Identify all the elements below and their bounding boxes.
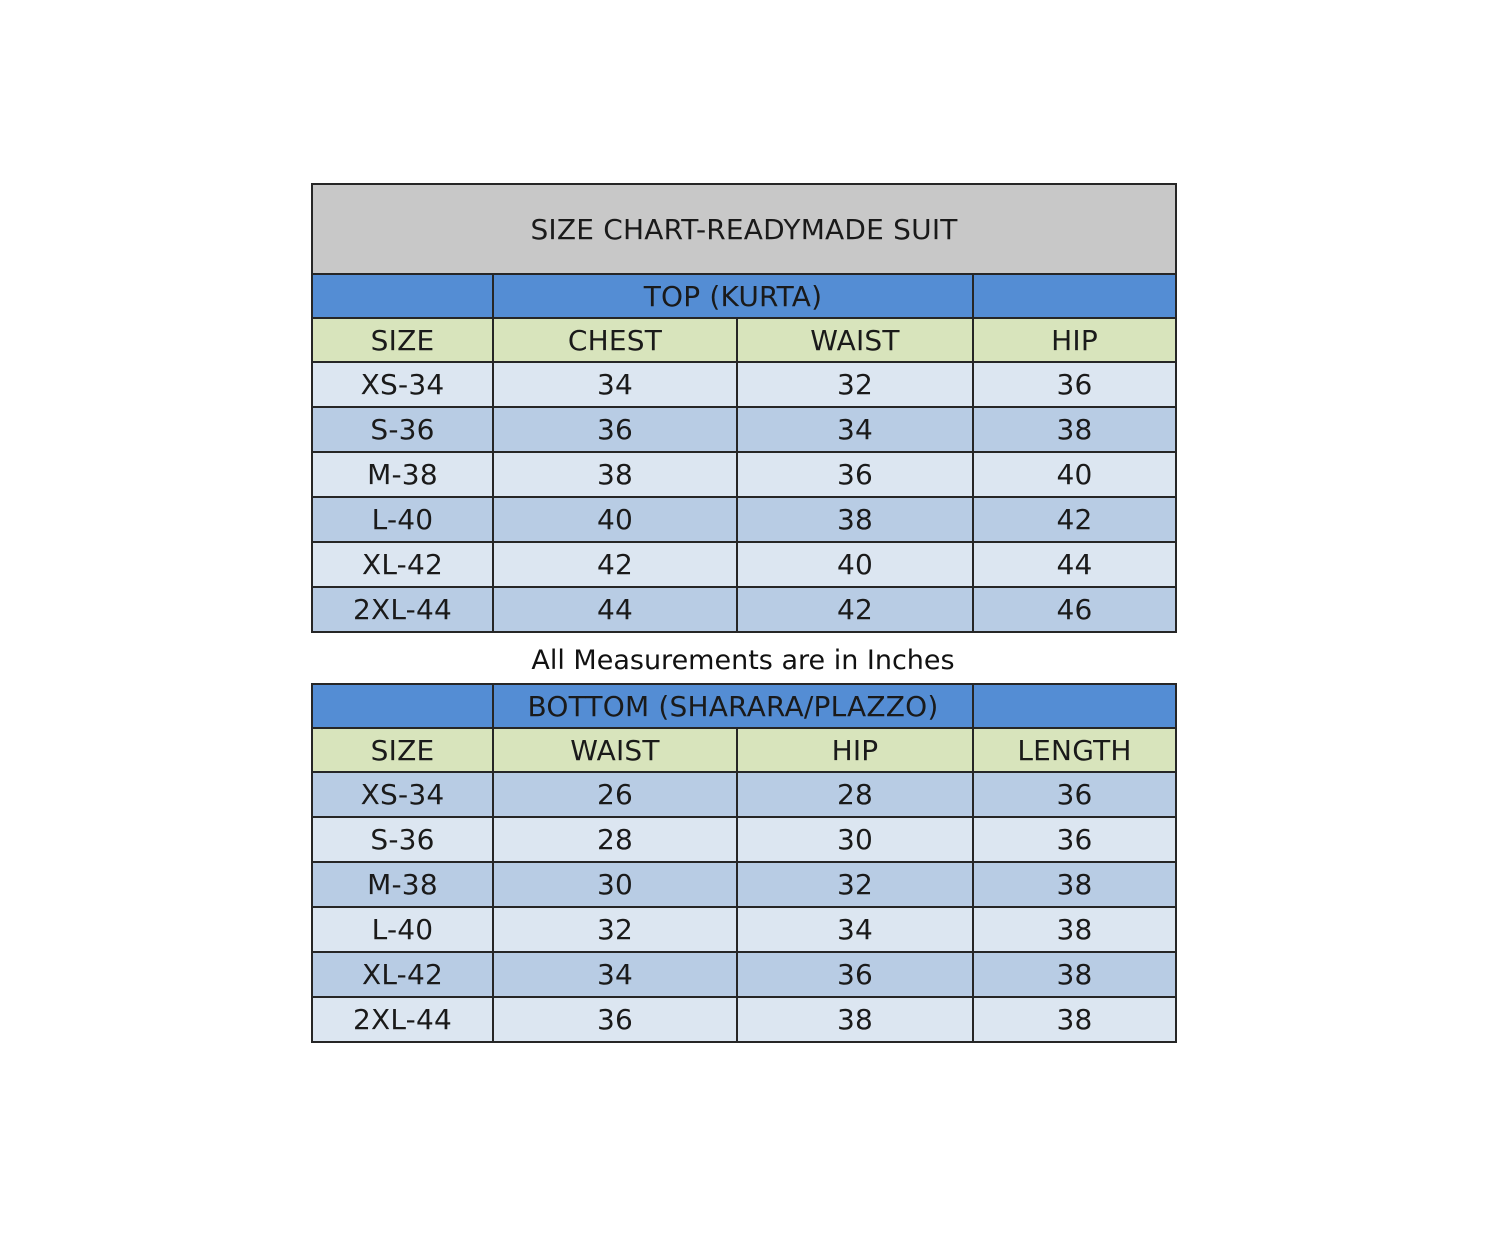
chart-title: SIZE CHART-READYMADE SUIT	[312, 184, 1176, 274]
measurement-cell: 42	[737, 587, 973, 632]
measurement-cell: 32	[493, 907, 737, 952]
column-header: WAIST	[737, 318, 973, 362]
bottom-size-chart	[311, 683, 1175, 1043]
measurement-cell: 36	[493, 407, 737, 452]
size-cell: XS-34	[312, 362, 493, 407]
measurement-cell: 34	[737, 407, 973, 452]
size-cell: XS-34	[312, 772, 493, 817]
measurement-cell: 36	[973, 362, 1176, 407]
measurement-cell: 38	[973, 907, 1176, 952]
measurement-cell: 32	[737, 862, 973, 907]
table-row	[312, 587, 1176, 632]
top-kurta-table	[311, 183, 1177, 633]
table-row	[312, 497, 1176, 542]
size-cell: 2XL-44	[312, 997, 493, 1042]
column-header: HIP	[973, 318, 1176, 362]
measurement-cell: 26	[493, 772, 737, 817]
measurement-cell: 38	[973, 997, 1176, 1042]
measurement-cell: 32	[737, 362, 973, 407]
table-row	[312, 817, 1176, 862]
measurement-cell: 38	[493, 452, 737, 497]
measurement-cell: 44	[973, 542, 1176, 587]
table-row	[312, 997, 1176, 1042]
size-cell: S-36	[312, 817, 493, 862]
size-cell: 2XL-44	[312, 587, 493, 632]
measurement-cell: 34	[737, 907, 973, 952]
column-header: WAIST	[493, 728, 737, 772]
section-blank-left	[312, 684, 493, 728]
measurement-cell: 38	[973, 862, 1176, 907]
measurement-cell: 46	[973, 587, 1176, 632]
column-header: CHEST	[493, 318, 737, 362]
measurement-cell: 38	[737, 497, 973, 542]
measurement-cell: 28	[493, 817, 737, 862]
section-title-top: TOP (KURTA)	[493, 274, 973, 318]
measurement-cell: 38	[737, 997, 973, 1042]
table-row	[312, 952, 1176, 997]
measurement-cell: 38	[973, 952, 1176, 997]
table-row	[312, 362, 1176, 407]
section-title-bottom: BOTTOM (SHARARA/PLAZZO)	[493, 684, 973, 728]
bottom-sharara-table	[311, 683, 1177, 1043]
measurement-cell: 36	[737, 952, 973, 997]
size-cell: M-38	[312, 452, 493, 497]
measurement-cell: 30	[737, 817, 973, 862]
measurement-cell: 38	[973, 407, 1176, 452]
size-cell: L-40	[312, 497, 493, 542]
size-cell: S-36	[312, 407, 493, 452]
measurement-cell: 42	[493, 542, 737, 587]
measurement-cell: 40	[973, 452, 1176, 497]
table-row	[312, 542, 1176, 587]
table-row	[312, 407, 1176, 452]
measurement-cell: 40	[737, 542, 973, 587]
section-blank-left	[312, 274, 493, 318]
measurement-note: All Measurements are in Inches	[531, 645, 955, 676]
measurement-cell: 40	[493, 497, 737, 542]
measurement-cell: 36	[737, 452, 973, 497]
section-blank-right	[973, 684, 1176, 728]
column-header: HIP	[737, 728, 973, 772]
table-row	[312, 907, 1176, 952]
size-cell: L-40	[312, 907, 493, 952]
column-header: SIZE	[312, 728, 493, 772]
measurement-cell: 30	[493, 862, 737, 907]
table-row	[312, 772, 1176, 817]
size-cell: XL-42	[312, 952, 493, 997]
table-row	[312, 862, 1176, 907]
size-cell: M-38	[312, 862, 493, 907]
measurement-cell: 42	[973, 497, 1176, 542]
top-size-chart	[311, 183, 1175, 633]
table-row	[312, 452, 1176, 497]
column-header: SIZE	[312, 318, 493, 362]
measurement-cell: 36	[493, 997, 737, 1042]
section-blank-right	[973, 274, 1176, 318]
measurement-cell: 34	[493, 952, 737, 997]
measurement-cell: 28	[737, 772, 973, 817]
measurement-cell: 44	[493, 587, 737, 632]
column-header: LENGTH	[973, 728, 1176, 772]
measurement-cell: 36	[973, 772, 1176, 817]
measurement-cell: 36	[973, 817, 1176, 862]
measurement-cell: 34	[493, 362, 737, 407]
size-cell: XL-42	[312, 542, 493, 587]
